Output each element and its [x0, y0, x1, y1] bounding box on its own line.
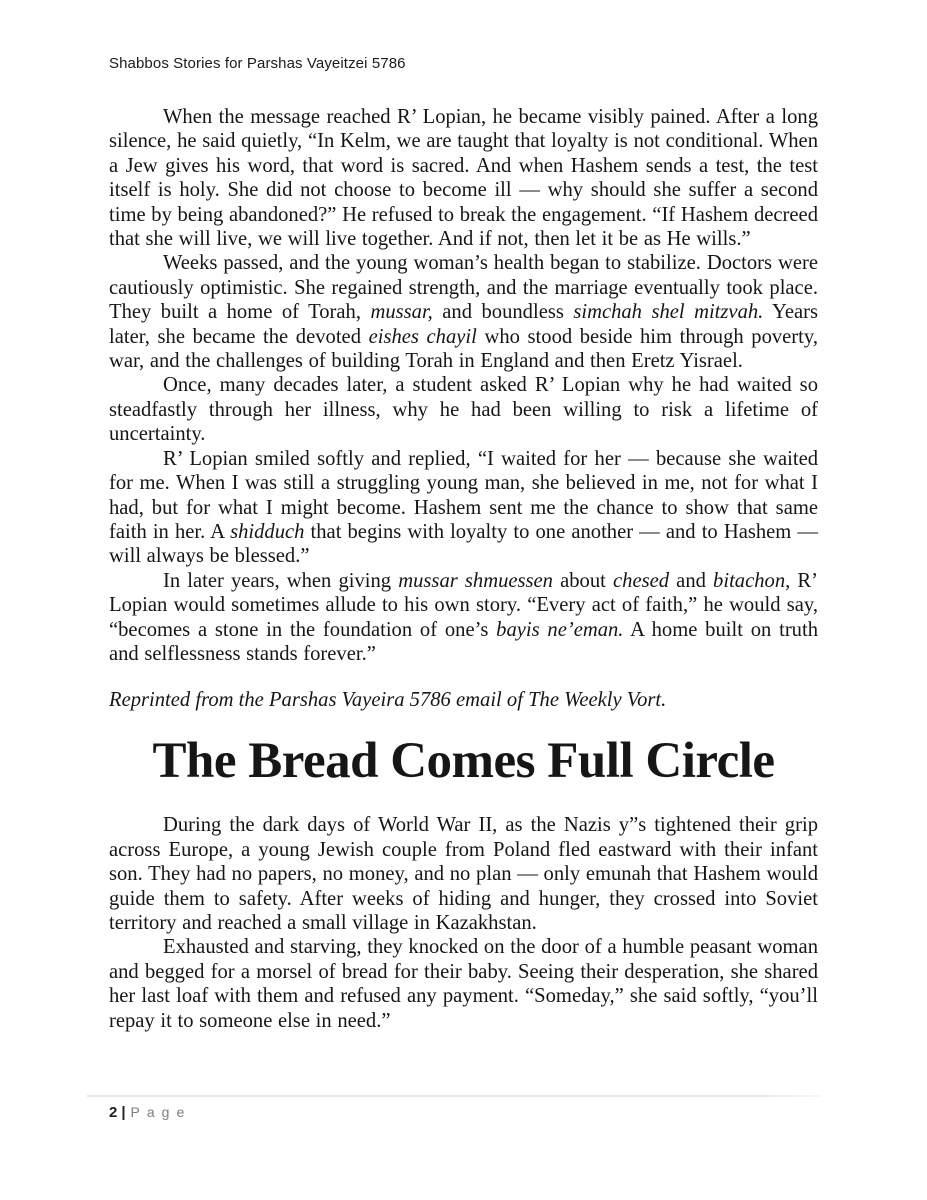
story1-paragraph-5: In later years, when giving mussar shmuessen about chesed and bitachon, R’ Lopian would sometimes allude to his own story. “Every act of faith,” he would say, “becomes a stone in the foundation of one’s bayis ne’eman. A home built on truth and selflessness stands forever.” — [109, 569, 818, 665]
story2-paragraph-1: During the dark days of World War II, as the Nazis y”s tightened their grip across Europe, a young Jewish couple from Poland fled eastward with their infant son. They had no papers, no money, and no plan — only emunah that Hashem would guide them to safety. After weeks of hiding and hunger, they crossed into Soviet territory and reached a small village in Kazakhstan. — [109, 814, 818, 935]
header-title: Shabbos Stories for Parshas Vayeitzei 5786 — [109, 55, 406, 72]
footer-divider — [87, 1095, 820, 1097]
document-header — [109, 55, 406, 72]
reprint-source-note: Reprinted from the Parshas Vayeira 5786 email of The Weekly Vort. — [109, 689, 667, 712]
story1-paragraph-1: When the message reached R’ Lopian, he became visibly pained. After a long silence, he said quietly, “In Kelm, we are taught that loyalty is not conditional. When a Jew gives his word, that word is sacred. And when Hashem sends a test, the test itself is holy. She did not choose to become ill — why should she suffer a second time by being abandoned?” He refused to break the engagement. “If Hashem decreed that she will live, we will live together. And if not, then let it be as He wills.” — [109, 106, 818, 251]
story1-paragraph-3: Once, many decades later, a student asked R’ Lopian why he had waited so steadfastly through her illness, why he had been willing to risk a lifetime of uncertainty. — [109, 374, 818, 446]
document-footer — [87, 1095, 820, 1121]
document-body — [109, 105, 818, 1033]
story1-paragraph-2: Weeks passed, and the young woman’s health began to stabilize. Doctors were cautiously optimistic. She regained strength, and the marriage eventually took place. They built a home of Torah, mussar, and boundless simchah shel mitzvah. Years later, she became the devoted eishes chayil who stood beside him through poverty, war, and the challenges of building Torah in England and then Eretz Yisrael. — [109, 252, 818, 373]
story-title: The Bread Comes Full Circle — [152, 732, 775, 789]
footer-separator: | — [121, 1104, 126, 1121]
story1-paragraph-4: R’ Lopian smiled softly and replied, “I waited for her — because she waited for me. When I was still a struggling young man, she believed in me, not for what I had, but for what I might become. Hashem sent me the chance to show that same faith in her. A shidduch that begins with loyalty to one another — and to Hashem — will always be blessed.” — [109, 447, 818, 568]
page-number: 2 — [109, 1104, 118, 1121]
footer-text — [87, 1104, 820, 1121]
footer-page-label: Page — [130, 1104, 192, 1120]
story2-paragraph-2: Exhausted and starving, they knocked on the door of a humble peasant woman and begged for a morsel of bread for their baby. Seeing their desperation, she shared her last loaf with them and refused any payment. “Someday,” she said softly, “you’ll repay it to someone else in need.” — [109, 936, 818, 1032]
